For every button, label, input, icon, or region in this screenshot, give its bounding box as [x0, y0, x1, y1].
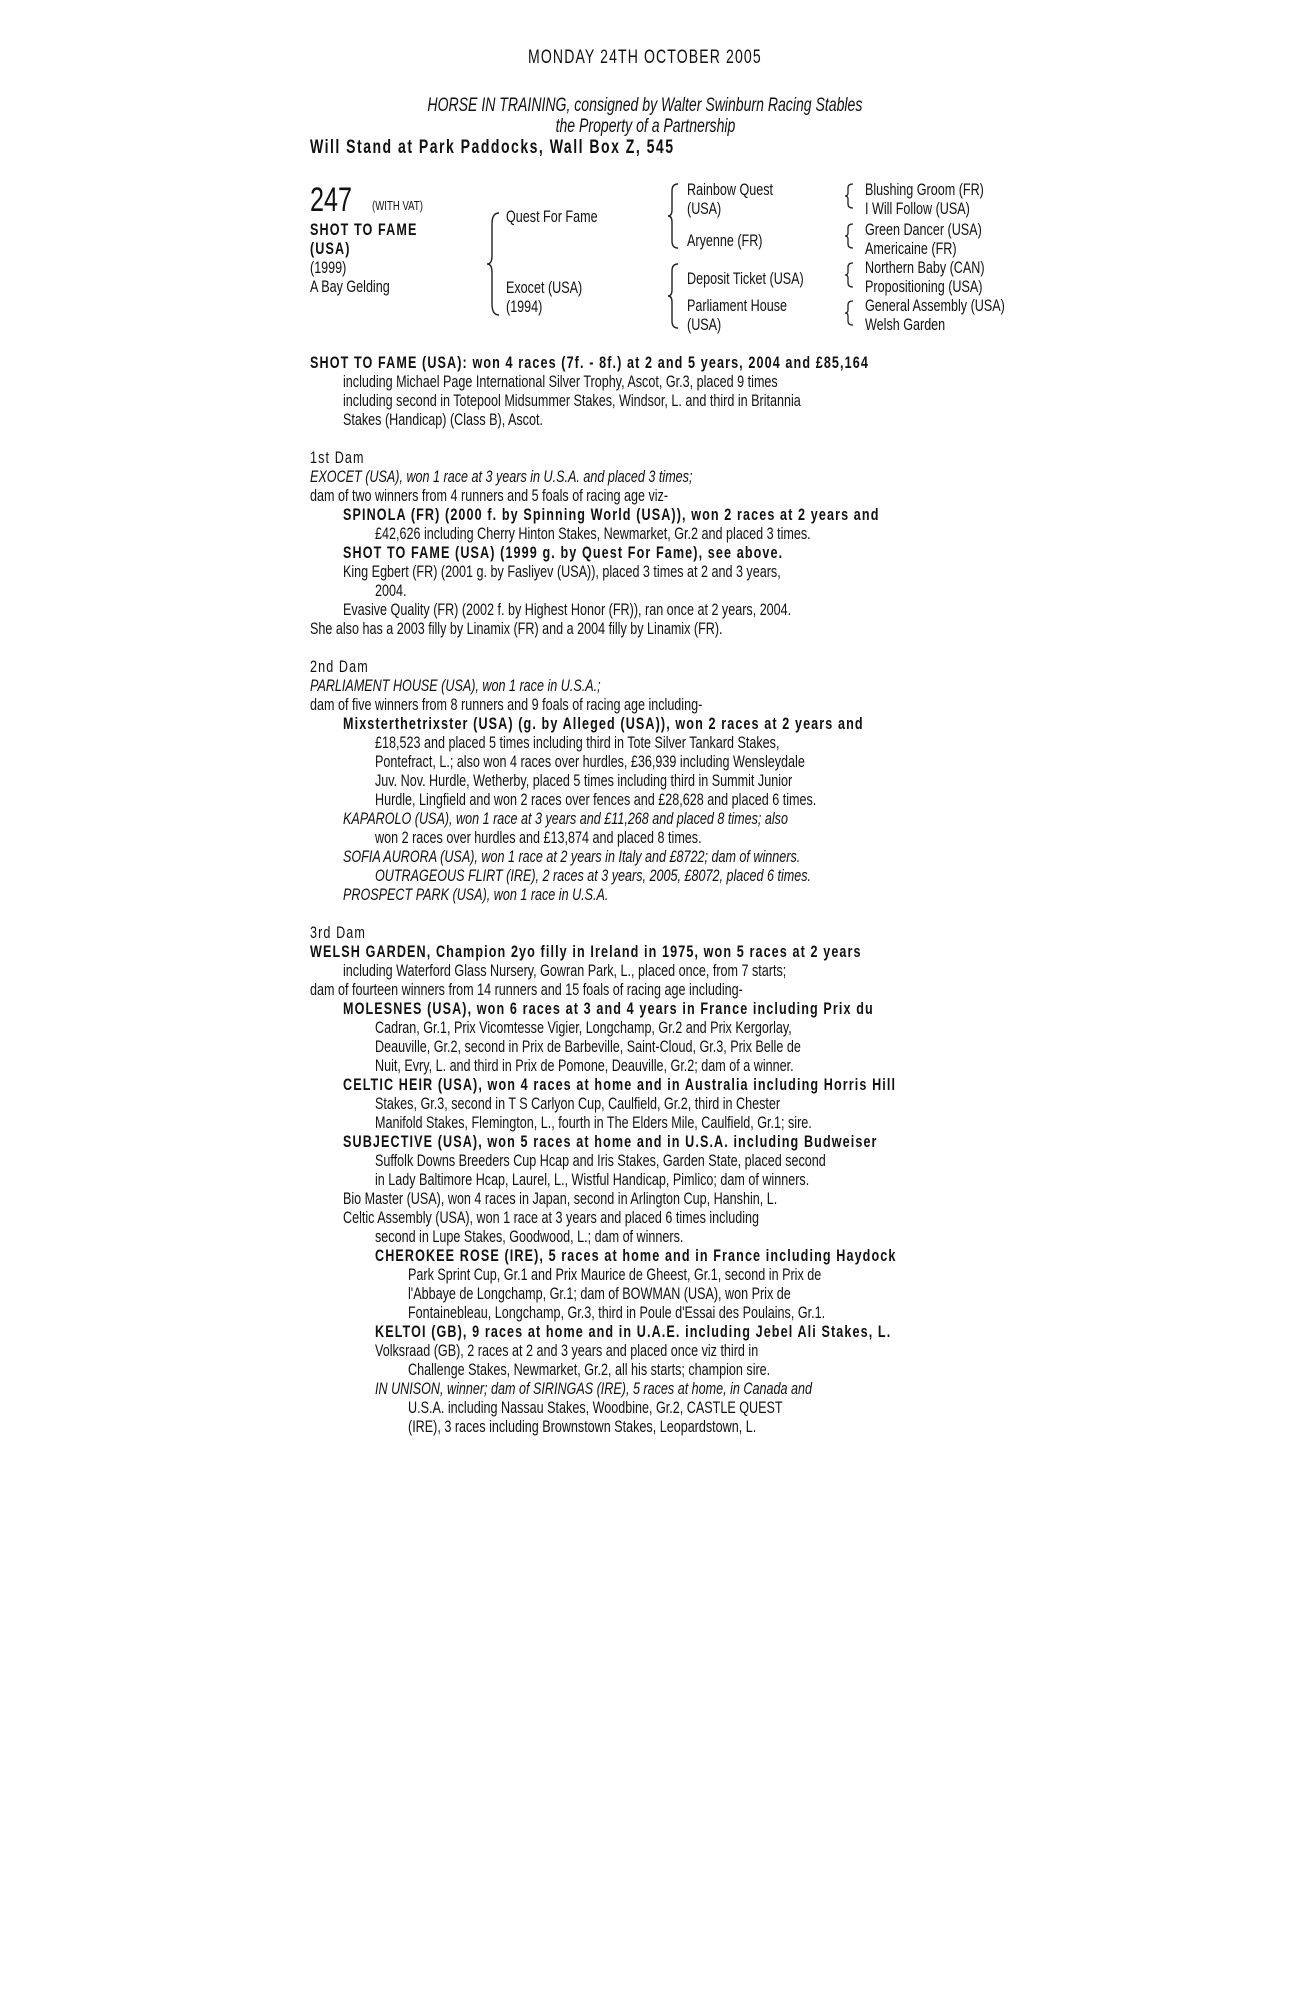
produce-line: 2004.	[375, 581, 407, 600]
race-record-line: including second in Totepool Midsummer Stakes, Windsor, L. and third in Britannia	[343, 391, 801, 410]
pedigree-dam-year: (1994)	[506, 297, 543, 316]
produce-line: l'Abbaye de Longchamp, Gr.1; dam of BOWMAN (USA), won Prix de	[408, 1284, 791, 1303]
produce-line: £42,626 including Cherry Hinton Stakes, Newmarket, Gr.2 and placed 3 times.	[375, 524, 811, 543]
produce-line: (IRE), 3 races including Brownstown Stakes, Leopardstown, L.	[408, 1417, 757, 1436]
pedigree-sss: Blushing Groom (FR)	[865, 180, 984, 199]
pedigree-brace-ss	[845, 183, 855, 209]
produce-line: SHOT TO FAME (USA) (1999 g. by Quest For Fame), see above.	[343, 543, 784, 562]
produce-line: in Lady Baltimore Hcap, Laurel, L., Wistful Handicap, Pimlico; dam of winners.	[375, 1170, 810, 1189]
produce-line: MOLESNES (USA), won 6 races at 3 and 4 years in France including Prix du	[343, 999, 874, 1018]
produce-line: Volksraad (GB), 2 races at 2 and 3 years and placed once viz third in	[375, 1341, 759, 1360]
produce-line: SOFIA AURORA (USA), won 1 race at 2 years in Italy and £8722; dam of winners.	[343, 847, 801, 866]
pedigree-dds: General Assembly (USA)	[865, 296, 1005, 315]
produce-line: Hurdle, Lingfield and won 2 races over fences and £28,628 and placed 6 times.	[375, 790, 817, 809]
produce-line: Nuit, Evry, L. and third in Prix de Pomone, Deauville, Gr.2; dam of a winner.	[375, 1056, 794, 1075]
pedigree-ssd: I Will Follow (USA)	[865, 199, 970, 218]
produce-line: Bio Master (USA), won 4 races in Japan, second in Arlington Cup, Hanshin, L.	[343, 1189, 778, 1208]
sale-date: MONDAY 24TH OCTOBER 2005	[528, 47, 762, 68]
foaling-year: (1999)	[310, 258, 347, 277]
horse-description: A Bay Gelding	[310, 277, 390, 296]
race-record-line: including Michael Page International Silver Trophy, Ascot, Gr.3, placed 9 times	[343, 372, 778, 391]
pedigree-dss: Northern Baby (CAN)	[865, 258, 985, 277]
produce-line: Cadran, Gr.1, Prix Vicomtesse Vigier, Longchamp, Gr.2 and Prix Kergorlay,	[375, 1018, 792, 1037]
section-heading-1st-dam: 1st Dam	[310, 448, 365, 467]
first-dam-line: EXOCET (USA), won 1 race at 3 years in U.S.A. and placed 3 times;	[310, 467, 693, 486]
produce-line: Challenge Stakes, Newmarket, Gr.2, all his starts; champion sire.	[408, 1360, 771, 1379]
second-dam-line: PARLIAMENT HOUSE (USA), won 1 race in U.S.A.;	[310, 676, 601, 695]
pedigree-brace-ds	[845, 262, 855, 288]
pedigree-brace-dd	[845, 300, 855, 326]
first-dam-line: dam of two winners from 4 runners and 5 foals of racing age viz-	[310, 486, 669, 505]
produce-line: Celtic Assembly (USA), won 1 race at 3 years and placed 6 times including	[343, 1208, 760, 1227]
produce-line: U.S.A. including Nassau Stakes, Woodbine, Gr.2, CASTLE QUEST	[408, 1398, 783, 1417]
produce-line: Park Sprint Cup, Gr.1 and Prix Maurice de Gheest, Gr.1, second in Prix de	[408, 1265, 822, 1284]
section-heading-3rd-dam: 3rd Dam	[310, 923, 367, 942]
produce-line: Fontainebleau, Longchamp, Gr.3, third in Poule d'Essai des Poulains, Gr.1.	[408, 1303, 826, 1322]
produce-line: CELTIC HEIR (USA), won 4 races at home and in Australia including Horris Hill	[343, 1075, 897, 1094]
pedigree-sire-sire-country: (USA)	[687, 199, 722, 218]
produce-line: OUTRAGEOUS FLIRT (IRE), 2 races at 3 years, 2005, £8072, placed 6 times.	[375, 866, 812, 885]
produce-line: Evasive Quality (FR) (2002 f. by Highest Honor (FR)), ran once at 2 years, 2004.	[343, 600, 792, 619]
vat-note: (WITH VAT)	[372, 198, 423, 213]
horse-name: SHOT TO FAME	[310, 220, 418, 239]
produce-line: Suffolk Downs Breeders Cup Hcap and Iris Stakes, Garden State, placed second	[375, 1151, 826, 1170]
second-dam-line: dam of five winners from 8 runners and 9 foals of racing age including-	[310, 695, 703, 714]
pedigree-dam-dam: Parliament House	[687, 296, 787, 315]
produce-line: Deauville, Gr.2, second in Prix de Barbeville, Saint-Cloud, Gr.3, Prix Belle de	[375, 1037, 801, 1056]
produce-line: Stakes, Gr.3, second in T S Carlyon Cup, Caulfield, Gr.2, third in Chester	[375, 1094, 781, 1113]
pedigree-brace-sire	[668, 183, 680, 249]
pedigree-sire-dam: Aryenne (FR)	[687, 231, 763, 250]
pedigree-brace-sd	[845, 223, 855, 249]
produce-line: Manifold Stakes, Flemington, L., fourth in The Elders Mile, Caulfield, Gr.1; sire.	[375, 1113, 812, 1132]
pedigree-dsd: Propositioning (USA)	[865, 277, 983, 296]
property-line: the Property of a Partnership	[555, 116, 735, 137]
pedigree-dam-sire: Deposit Ticket (USA)	[687, 269, 804, 288]
produce-line: won 2 races over hurdles and £13,874 and placed 8 times.	[375, 828, 702, 847]
stand-location: Will Stand at Park Paddocks, Wall Box Z, 545	[310, 137, 675, 158]
produce-line: Mixsterthetrixster (USA) (g. by Alleged (USA)), won 2 races at 2 years and	[343, 714, 864, 733]
pedigree-sire-sire: Rainbow Quest	[687, 180, 774, 199]
produce-line: Pontefract, L.; also won 4 races over hurdles, £36,939 including Wensleydale	[375, 752, 805, 771]
third-dam-line: WELSH GARDEN, Champion 2yo filly in Ireland in 1975, won 5 races at 2 years	[310, 942, 862, 961]
pedigree-sds: Green Dancer (USA)	[865, 220, 982, 239]
race-record-line: Stakes (Handicap) (Class B), Ascot.	[343, 410, 543, 429]
pedigree-sdd: Americaine (FR)	[865, 239, 957, 258]
produce-line: IN UNISON, winner; dam of SIRINGAS (IRE), 5 races at home, in Canada and	[375, 1379, 812, 1398]
produce-line: second in Lupe Stakes, Goodwood, L.; dam of winners.	[375, 1227, 684, 1246]
pedigree-dam: Exocet (USA)	[506, 278, 583, 297]
produce-line: SPINOLA (FR) (2000 f. by Spinning World (USA)), won 2 races at 2 years and	[343, 505, 880, 524]
pedigree-dam-dam-country: (USA)	[687, 315, 722, 334]
lot-number: 247	[310, 181, 352, 219]
section-heading-2nd-dam: 2nd Dam	[310, 657, 369, 676]
pedigree-ddd: Welsh Garden	[865, 315, 946, 334]
pedigree-sire: Quest For Fame	[506, 207, 598, 226]
consignment-line: HORSE IN TRAINING, consigned by Walter Swinburn Racing Stables	[427, 95, 863, 116]
pedigree-brace-main	[487, 212, 501, 316]
produce-line: KELTOI (GB), 9 races at home and in U.A.E. including Jebel Ali Stakes, L.	[375, 1322, 892, 1341]
produce-line: Juv. Nov. Hurdle, Wetherby, placed 5 times including third in Summit Junior	[375, 771, 793, 790]
produce-line: KAPAROLO (USA), won 1 race at 3 years and £11,268 and placed 8 times; also	[343, 809, 788, 828]
third-dam-line: including Waterford Glass Nursery, Gowran Park, L., placed once, from 7 starts;	[343, 961, 787, 980]
produce-line: £18,523 and placed 5 times including third in Tote Silver Tankard Stakes,	[375, 733, 780, 752]
produce-line: CHEROKEE ROSE (IRE), 5 races at home and in France including Haydock	[375, 1246, 897, 1265]
produce-line: King Egbert (FR) (2001 g. by Fasliyev (USA)), placed 3 times at 2 and 3 years,	[343, 562, 781, 581]
third-dam-line: dam of fourteen winners from 14 runners and 15 foals of racing age including-	[310, 980, 743, 999]
horse-name-country: (USA)	[310, 239, 351, 258]
produce-line: PROSPECT PARK (USA), won 1 race in U.S.A.	[343, 885, 609, 904]
race-record-line: SHOT TO FAME (USA): won 4 races (7f. - 8f.) at 2 and 5 years, 2004 and £85,164	[310, 353, 869, 372]
produce-line: She also has a 2003 filly by Linamix (FR) and a 2004 filly by Linamix (FR).	[310, 619, 723, 638]
pedigree-brace-dam	[668, 263, 680, 329]
produce-line: SUBJECTIVE (USA), won 5 races at home and in U.S.A. including Budweiser	[343, 1132, 878, 1151]
